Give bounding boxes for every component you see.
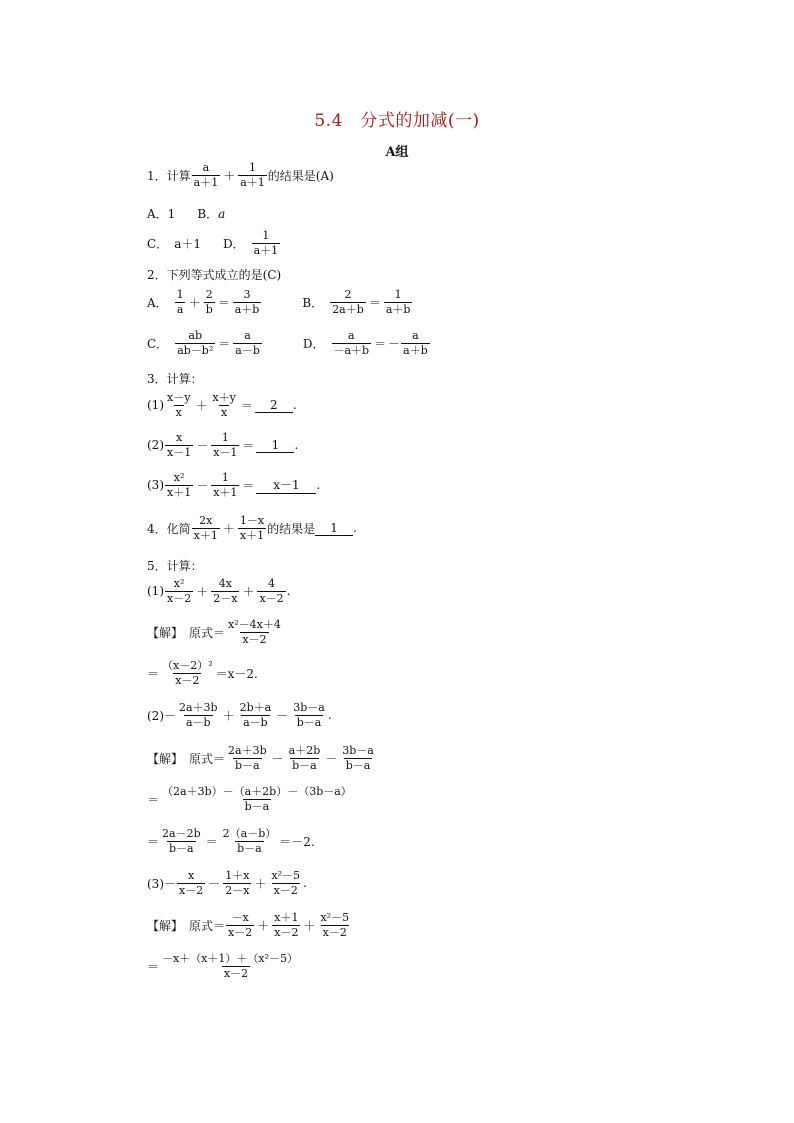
q5p1-solution-step-2: ＝ $\frac{\text{（x－2）²}}{x-2}$ ＝x－2. (147, 659, 258, 687)
q5p3-solution: 【解】 原式＝ $\frac{-x}{x-2}$ ＋ $\frac{x+1}{x-2}$ ＋ $\frac{\text{x²－5}}{x-2}$ (147, 911, 350, 939)
q3p1-frac-1: $\frac{x-y}{x}$ (167, 391, 191, 419)
q5p2-solution: 【解】 原式＝ $\frac{2a+3b}{b-a}$ － $\frac{a+2b}{b-a}$ － $\frac{3b-a}{b-a}$ (147, 744, 374, 772)
question-5: 5．计算： (147, 559, 203, 573)
q3p3-frac-2: $\frac{1}{x+1}$ (213, 471, 238, 499)
q5p2-frac-1: $\frac{2a+3b}{a-b}$ (179, 701, 218, 729)
question-3: 3．计算： (147, 372, 203, 386)
q2a-frac-2: $\frac{2}{b}$ (205, 288, 213, 316)
q3-part-3: (3) $\frac{\text{x²}}{x+1}$ － $\frac{1}{x+1}$ ＝ x－1 . (147, 471, 321, 499)
q1-option-b: a (218, 206, 226, 221)
q2b-frac-2: $\frac{1}{a+b}$ (385, 288, 411, 316)
q5p2-frac-3: $\frac{3b-a}{b-a}$ (293, 701, 325, 729)
q1-fraction-2: $\frac{1}{a+1}$ (240, 161, 265, 189)
q4-frac-2: $\frac{1-x}{x+1}$ (239, 514, 265, 542)
q2a-frac-1: $\frac{1}{a}$ (176, 288, 184, 316)
q2-options-cd: C． $\frac{ab}{\text{ab－b²}}$ ＝ $\frac{a}{a-b}$ D． $\frac{a}{-a+b}$ ＝ － $\frac{a}{a+b}$ (147, 329, 428, 357)
q5s2-frac-2: $\frac{a+2b}{b-a}$ (288, 744, 321, 772)
q5p3-frac-1: $\frac{x}{x-2}$ (179, 869, 204, 897)
q1-option-a: A．1 (147, 207, 176, 221)
q5s1b-frac: $\frac{\text{（x－2）²}}{x-2}$ (162, 659, 213, 687)
question-2: 2．下列等式成立的是(C) (147, 268, 282, 282)
q5s3-frac-2: $\frac{x+1}{x-2}$ (274, 911, 299, 939)
q5s1-frac: $\frac{\text{x²－4x＋4}}{x-2}$ (228, 618, 281, 646)
q2d-frac-2: $\frac{a}{a+b}$ (403, 329, 428, 357)
q5p1-frac-3: $\frac{4}{x-2}$ (259, 577, 284, 605)
q2b-frac-1: $\frac{2}{2a+b}$ (332, 288, 364, 316)
q3p2-answer: 1 (256, 438, 294, 453)
group-heading: A组 (385, 145, 409, 160)
q5-part-3: (3)－ $\frac{x}{x-2}$ － $\frac{1+x}{2-x}$ ＋ $\frac{\text{x²－5}}{x-2}$ . (147, 869, 307, 897)
q3-part-1: (1) $\frac{x-y}{x}$ ＋ $\frac{x+y}{x}$ ＝ 2 . (147, 391, 297, 419)
question-1: 1．计算 $\frac{a}{a+1}$ ＋ $\frac{1}{a+1}$ 的结果是(A) (147, 161, 334, 189)
q2-options-ab: A． $\frac{1}{a}$ ＋ $\frac{2}{b}$ ＝ $\frac{3}{a+b}$ B． $\frac{2}{2a+b}$ ＝ $\frac{1}{a+b}$ (147, 288, 411, 316)
q5s3b-frac: $\frac{\text{－x＋（x＋1）＋（x²－5）}}{x-2}$ (162, 952, 299, 980)
q5-part-1: (1) $\frac{\text{x²}}{x-2}$ ＋ $\frac{4x}{2-x}$ ＋ $\frac{4}{x-2}$ . (147, 577, 291, 605)
q2a-frac-3: $\frac{3}{a+b}$ (234, 288, 260, 316)
q1-options-ab: A．1 B． a (147, 206, 226, 221)
q1-suffix: 的结果是(A) (267, 168, 334, 183)
q5-part-2: (2)－ $\frac{2a+3b}{a-b}$ ＋ $\frac{2b+a}{a-b}$ － $\frac{3b-a}{b-a}$ . (147, 701, 332, 729)
q5s2c-frac-1: $\frac{2a-2b}{b-a}$ (162, 827, 201, 855)
q5p3-frac-3: $\frac{\text{x²－5}}{x-2}$ (271, 869, 301, 897)
q1-option-d: $\frac{1}{a+1}$ (253, 229, 279, 257)
q5s2-frac-1: $\frac{2a+3b}{b-a}$ (228, 744, 267, 772)
q1-option-c: a＋1 (174, 236, 201, 251)
q5p1-frac-2: $\frac{4x}{2-x}$ (213, 577, 238, 605)
q2c-frac-1: $\frac{ab}{\text{ab－b²}}$ (177, 329, 214, 357)
q5p3-frac-2: $\frac{1+x}{2-x}$ (225, 869, 250, 897)
q5p3-solution-step-2: ＝ $\frac{\text{－x＋（x＋1）＋（x²－5）}}{x-2}$ (147, 953, 313, 979)
q5p1-frac-1: $\frac{\text{x²}}{x-2}$ (167, 577, 192, 605)
q5p1-solution: 【解】 原式＝ $\frac{\text{x²－4x＋4}}{x-2}$ (147, 618, 281, 646)
q5s2-frac-3: $\frac{3b-a}{b-a}$ (342, 744, 374, 772)
q1-fraction-1: $\frac{a}{a+1}$ (193, 161, 219, 189)
q5p2-solution-step-2: ＝ $\frac{(2a+3b)-(a+2b)-(3b-a)}{b-a}$ (147, 785, 352, 813)
q3p3-answer: x－1 (256, 476, 316, 494)
q2d-frac-1: $\frac{a}{-a+b}$ (333, 329, 370, 357)
q3p1-answer: 2 (255, 398, 293, 413)
question-4: 4．化简 $\frac{2x}{x+1}$ ＋ $\frac{1-x}{x+1}$ 的结果是 1 . (147, 514, 357, 542)
q5s2c-frac-2: $\frac{2(a-b)}{b-a}$ (222, 827, 277, 855)
q4-frac-1: $\frac{2x}{x+1}$ (193, 514, 218, 542)
q4-answer: 1 (315, 521, 353, 536)
q1-prefix: 1．计算 (147, 168, 191, 183)
q3p3-frac-1: $\frac{\text{x²}}{x+1}$ (167, 471, 192, 499)
q3p2-frac-2: $\frac{1}{x-1}$ (213, 431, 238, 459)
q5s3-frac-3: $\frac{\text{x²－5}}{x-2}$ (320, 911, 350, 939)
q5s3-frac-1: $\frac{-x}{x-2}$ (228, 911, 253, 939)
q2c-frac-2: $\frac{a}{a-b}$ (235, 329, 260, 357)
q1-options-cd: C． a＋1 D． $\frac{1}{a+1}$ (147, 229, 279, 257)
q5p2-frac-2: $\frac{2b+a}{a-b}$ (239, 701, 272, 729)
q5s2b-frac: $\frac{(2a+3b)-(a+2b)-(3b-a)}{b-a}$ (162, 785, 352, 813)
q3p1-frac-2: $\frac{x+y}{x}$ (212, 391, 236, 419)
q3-part-2: (2) $\frac{x}{x-1}$ － $\frac{1}{x-1}$ ＝ 1 . (147, 431, 299, 459)
page-title: 5.4 分式的加减(一) (314, 111, 480, 131)
q3p2-frac-1: $\frac{x}{x-1}$ (167, 431, 192, 459)
q5p2-solution-step-3: ＝ $\frac{2a-2b}{b-a}$ ＝ $\frac{2(a-b)}{b-a}$ ＝－2. (147, 827, 315, 855)
